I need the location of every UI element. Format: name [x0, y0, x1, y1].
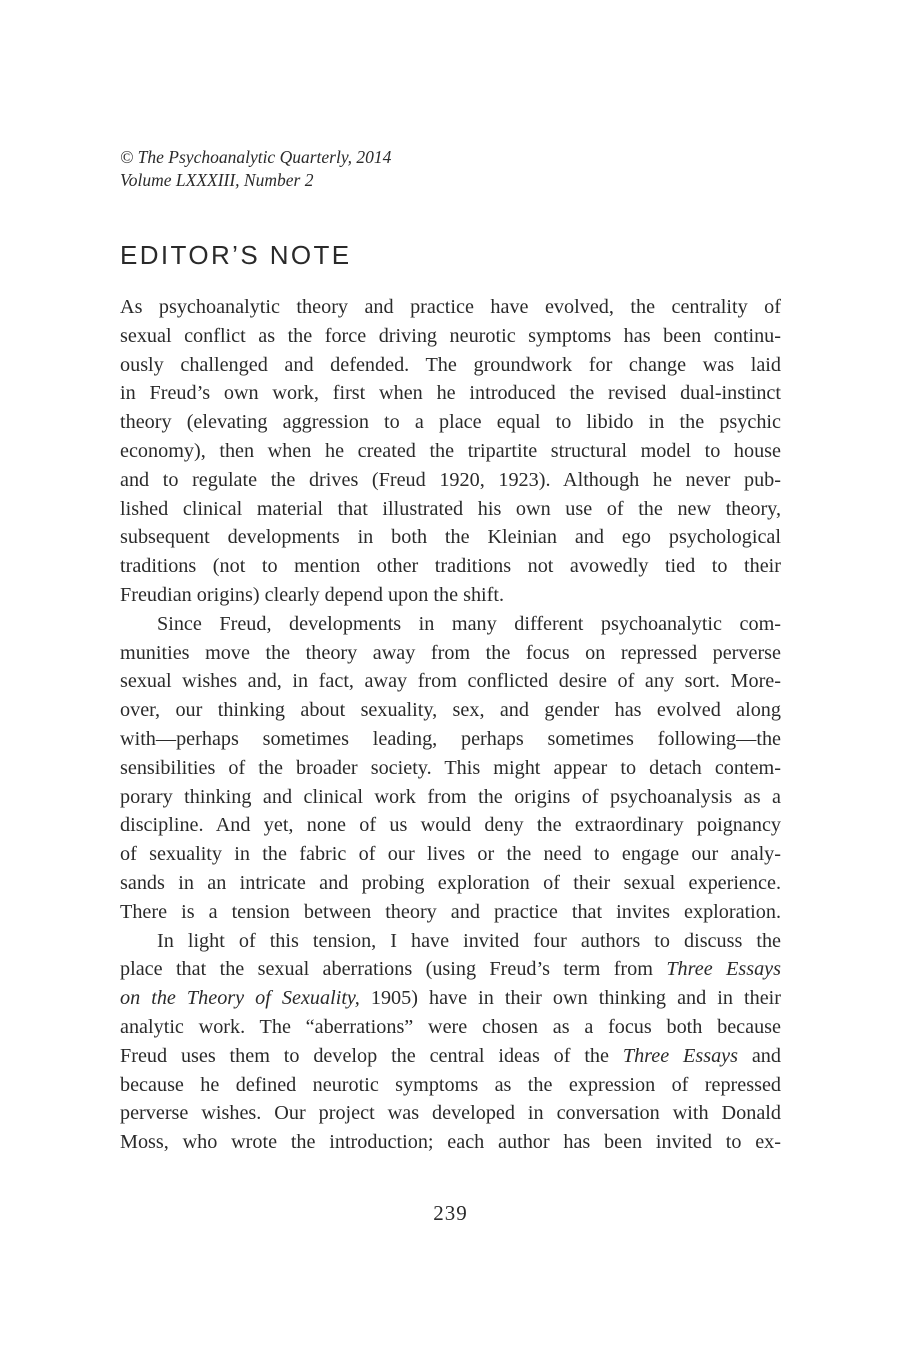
text-line: subsequent developments in both the Kleinian and ego psychological — [120, 526, 781, 549]
page-title: EDITOR’S NOTE — [120, 240, 352, 270]
text-line: with—perhaps sometimes leading, perhaps sometimes following—the — [120, 727, 781, 750]
book-title: on the Theory of Sexuality, — [120, 987, 360, 1010]
article-body — [120, 293, 781, 1157]
text-line: analytic work. The “aberrations” were chosen as a focus both because — [120, 1015, 781, 1038]
volume-number: Volume LXXXIII, Number 2 — [120, 170, 314, 190]
text-line: and to regulate the drives (Freud 1920, 1923). Although he never pub- — [120, 468, 781, 491]
text-line: porary thinking and clinical work from the origins of psychoanalysis as a — [120, 785, 781, 808]
text-line: theory (elevating aggression to a place equal to libido in the psychic — [120, 411, 781, 434]
text-line: over, our thinking about sexuality, sex, and gender has evolved along — [120, 699, 781, 722]
text-line: traditions (not to mention other traditions not avowedly tied to their — [120, 555, 781, 578]
text-line: perverse wishes. Our project was developed in conversation with Donald — [120, 1102, 781, 1125]
text-run: and — [738, 1044, 781, 1067]
text-line: because he defined neurotic symptoms as the expression of repressed — [120, 1073, 781, 1096]
text-line: There is a tension between theory and practice that invites exploration. — [120, 900, 781, 923]
text-line: lished clinical material that illustrated his own use of the new theory, — [120, 497, 781, 520]
text-line: sexual conflict as the force driving neurotic symptoms has been continu- — [120, 324, 781, 347]
text-line: Freudian origins) clearly depend upon the shift. — [120, 583, 505, 606]
paragraph-3 — [120, 927, 781, 1157]
text-line: discipline. And yet, none of us would deny the extraordinary poignancy — [120, 814, 781, 837]
page-number: 239 — [433, 1201, 468, 1225]
text-line: sexual wishes and, in fact, away from conflicted desire of any sort. More- — [120, 670, 781, 693]
text-line: In light of this tension, I have invited four authors to discuss the — [157, 929, 781, 952]
text-line: Moss, who wrote the introduction; each author has been invited to ex- — [120, 1131, 781, 1154]
text-line: munities move the theory away from the focus on repressed perverse — [120, 641, 781, 664]
text-line: As psychoanalytic theory and practice have evolved, the centrality of — [120, 296, 781, 318]
text-line: sands in an intricate and probing exploration of their sexual experience. — [120, 871, 781, 894]
text-line: Since Freud, developments in many different psychoanalytic com- — [157, 612, 781, 635]
text-line: sensibilities of the broader society. This might appear to detach contem- — [120, 756, 781, 779]
book-title: Three Essays — [666, 958, 781, 981]
text-line: of sexuality in the fabric of our lives or the need to engage our analy- — [120, 843, 781, 866]
text-run: 1905) have in their own thinking and in their — [359, 987, 781, 1010]
text-line: economy), then when he created the tripartite structural model to house — [120, 439, 781, 462]
paragraph-2 — [120, 610, 781, 927]
text-run: place that the sexual aberrations (using Freud’s term from — [120, 958, 667, 981]
text-line — [120, 984, 781, 1013]
journal-header — [120, 146, 391, 192]
text-line — [120, 1042, 781, 1071]
text-run: Freud uses them to develop the central ideas of the — [120, 1044, 623, 1067]
text-line: ously challenged and defended. The groundwork for change was laid — [120, 353, 781, 376]
text-line: in Freud’s own work, first when he introduced the revised dual-instinct — [120, 382, 781, 405]
paragraph-1 — [120, 293, 781, 610]
book-title: Three Essays — [622, 1044, 738, 1067]
text-line — [120, 955, 781, 984]
journal-citation: © The Psychoanalytic Quarterly, 2014 — [120, 147, 392, 167]
